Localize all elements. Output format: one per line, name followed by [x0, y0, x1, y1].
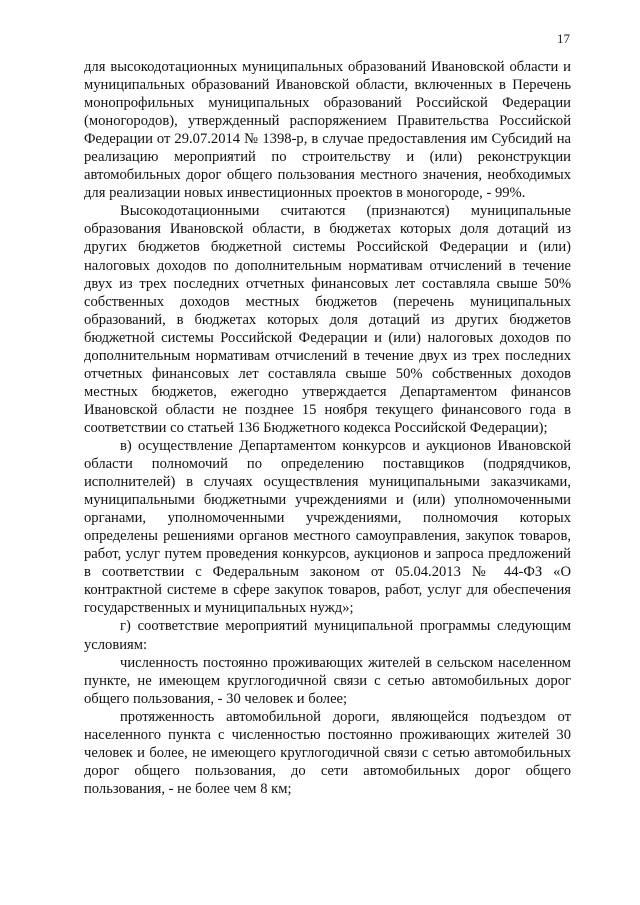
paragraph-high-subsidy-definition: Высокодотационными считаются (признаются) муниципальные образования Ивановской области, в бюджетах которых доля дотаций из других бюджетов бюджетной системы Российской Федерации и (или) налоговых доходов по дополнительным нормативам отчислений в течение двух из трех последних отчетных финансовых лет составляла свыше 50% собственных доходов местных бюджетов (перечень муниципальных образований, в бюджетах которых доля дотаций из других бюджетов бюджетной системы Российской Федерации и (или) налоговых доходов по дополнительным нормативам отчислений в течение двух из трех последних отчетных финансовых лет составляла свыше 50% собственных доходов местных бюджетов, ежегодно утверждается Департаментом финансов Ивановской области не позднее 15 ноября текущего финансового года в соответствии со статьей 136 Бюджетного кодекса Российской Федерации); [84, 203, 571, 436]
page-number: 17 [557, 31, 570, 46]
paragraph-condition-g: г) соответствие мероприятий муниципальной программы следующим условиям: [84, 618, 571, 653]
paragraph-subsidy-rate-continuation: для высокодотационных муниципальных образований Ивановской области и муниципальных образований Ивановской области, включенных в Перечень монопрофильных муниципальных образований Российской Федерации (моногородов), утвержденный распоряжением Правительства Российской Федерации от 29.07.2014 № 1398-р, в случае предоставления им Субсидий на реализацию мероприятий по строительству и (или) реконструкции автомобильных дорог общего пользования местного значения, необходимых для реализации новых инвестиционных проектов в моногороде, - 99%. [84, 59, 571, 202]
document-body [84, 58, 571, 798]
paragraph-condition-v: в) осуществление Департаментом конкурсов и аукционов Ивановской области полномочий по определению поставщиков (подрядчиков, исполнителей) в случаях осуществления муниципальными заказчиками, муниципальными бюджетными учреждениями и (или) уполномоченными органами, уполномоченными учреждениями, полномочия которых определены решениями органов местного самоуправления, закупок товаров, работ, услуг путем проведения конкурсов, аукционов и запроса предложений в соответствии с Федеральным законом от 05.04.2013 № 44-ФЗ «О контрактной системе в сфере закупок товаров, работ, услуг для обеспечения государственных и муниципальных нужд»; [84, 437, 571, 617]
paragraph-population-condition: численность постоянно проживающих жителей в сельском населенном пункте, не имеющем круглогодичной связи с сетью автомобильных дорог общего пользования, - 30 человек и более; [84, 654, 571, 707]
paragraph-road-length-condition: протяженность автомобильной дороги, являющейся подъездом от населенного пункта с численностью постоянно проживающих жителей 30 человек и более, не имеющего круглогодичной связи с сетью автомобильных дорог общего пользования, до сети автомобильных дорог общего пользования, - не более чем 8 км; [84, 708, 571, 797]
